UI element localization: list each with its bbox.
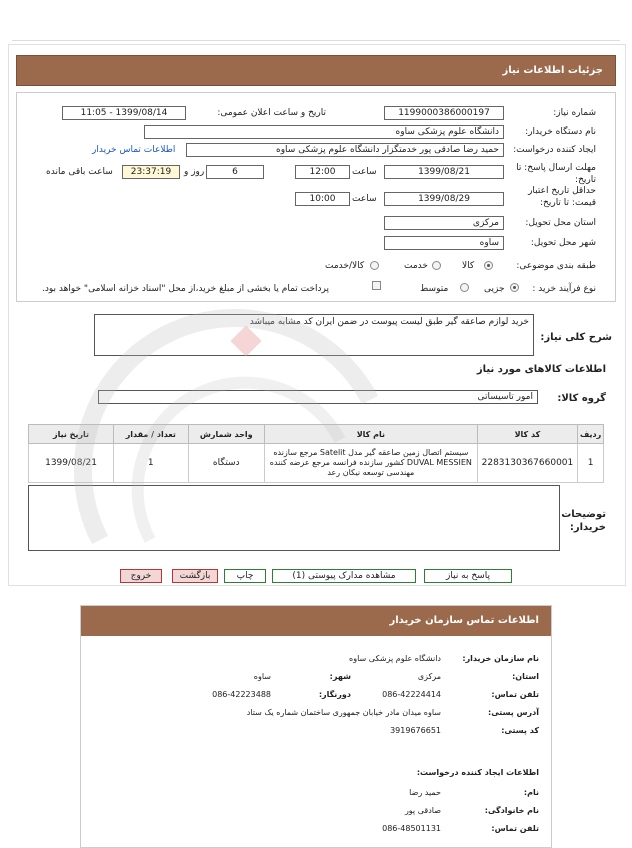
category-both-radio[interactable]	[370, 261, 379, 270]
deadline-time-field: 12:00	[295, 165, 350, 179]
attachments-button[interactable]: مشاهده مدارک پیوستی (1)	[272, 569, 416, 583]
buyer-notes-box[interactable]	[28, 485, 560, 551]
deadline-time-label: ساعت	[352, 167, 377, 177]
goods-section-title: اطلاعات کالاهای مورد نیاز	[476, 364, 606, 375]
creator-last-name-value: صادقی پور	[404, 806, 441, 815]
contact-fax-label: دورنگار:	[318, 690, 351, 699]
creator-phone-value: 086-48501131	[382, 824, 441, 833]
col-row: ردیف	[578, 425, 604, 444]
purchase-minor-label: جزیی	[484, 284, 505, 294]
remaining-label: ساعت باقی مانده	[46, 167, 113, 177]
province-field: مرکزی	[384, 216, 504, 230]
buyer-notes-label: توضیحات خریدار:	[561, 509, 606, 533]
validity-label: حداقل تاریخ اعتبار قیمت: تا تاریخ:	[528, 186, 596, 208]
deadline-label: مهلت ارسال پاسخ: تا تاریخ:	[516, 163, 596, 185]
contact-phone-value: 086-42224414	[382, 690, 441, 699]
buyer-org-field: دانشگاه علوم پزشکی ساوه	[144, 125, 504, 139]
summary-box	[94, 314, 534, 356]
city-field: ساوه	[384, 236, 504, 250]
table-row	[29, 444, 604, 483]
contact-org-value: دانشگاه علوم پزشکی ساوه	[349, 654, 441, 663]
creator-last-name-label: نام خانوادگی:	[484, 806, 539, 815]
buyer-org-label: نام دستگاه خریدار:	[525, 127, 596, 137]
contact-province-value: مرکزی	[417, 672, 441, 681]
contact-postal-label: کد پستی:	[501, 726, 539, 735]
category-service-label: خدمت	[404, 261, 428, 271]
cell-code: 2283130367660001	[477, 444, 578, 483]
col-date: تاریخ نیاز	[29, 425, 114, 444]
creator-section-title: اطلاعات ایجاد کننده درخواست:	[416, 768, 539, 777]
summary-label: شرح کلی نیاز:	[540, 332, 612, 343]
category-goods-label: کالا	[462, 261, 475, 271]
contact-address-value: ساوه میدان مادر خیابان جمهوری ساختمان شماره یک ستاد	[246, 708, 441, 717]
creator-phone-label: تلفن تماس:	[491, 824, 539, 833]
province-label: استان محل تحویل:	[525, 218, 596, 228]
purchase-type-label: نوع فرآیند خرید :	[532, 284, 596, 294]
goods-table-header	[29, 425, 604, 444]
contact-card-header	[81, 606, 551, 636]
contact-city-value: ساوه	[253, 672, 271, 681]
contact-fax-value: 086-42223488	[212, 690, 271, 699]
cell-date: 1399/08/21	[29, 444, 114, 483]
col-qty: تعداد / مقدار	[114, 425, 188, 444]
deadline-date-field: 1399/08/21	[384, 165, 504, 179]
goods-table	[28, 424, 604, 483]
treasury-payment-checkbox[interactable]	[372, 281, 381, 290]
treasury-payment-note: پرداخت تمام یا بخشی از مبلغ خرید،از محل "اسناد خزانه اسلامی" خواهد بود.	[42, 284, 330, 294]
contact-phone-label: تلفن تماس:	[491, 690, 539, 699]
creator-label: ایجاد کننده درخواست:	[513, 145, 596, 155]
announce-field: 1399/08/14 - 11:05	[62, 106, 186, 120]
city-label: شهر محل تحویل:	[530, 238, 596, 248]
validity-time-label: ساعت	[352, 194, 377, 204]
cell-name: سیستم اتصال زمین صاعقه گیر مدل Satelit مرجع سازنده DUVAL MESSIEN کشور سازنده فرانسه مرجع عرضه کننده مهندسی توسعه نیکان رعد	[265, 444, 478, 483]
category-goods-radio[interactable]	[484, 261, 493, 270]
contact-card	[80, 605, 552, 848]
goods-group-label: گروه کالا:	[557, 393, 606, 404]
back-button[interactable]: بازگشت	[172, 569, 218, 583]
exit-button[interactable]: خروج	[120, 569, 162, 583]
cell-unit: دستگاه	[188, 444, 265, 483]
creator-first-name-label: نام:	[523, 788, 539, 797]
purchase-medium-radio[interactable]	[460, 283, 469, 292]
category-service-radio[interactable]	[432, 261, 441, 270]
contact-info-link[interactable]: اطلاعات تماس خریدار	[92, 145, 176, 155]
need-number-label: شماره نیاز:	[553, 108, 596, 118]
purchase-minor-radio[interactable]	[510, 283, 519, 292]
creator-first-name-value: حمید رضا	[409, 788, 441, 797]
summary-text: خرید لوازم صاعقه گیر طبق لیست پیوست در ضمن ایران کد مشابه میباشد	[249, 317, 529, 327]
announce-label: تاریخ و ساعت اعلان عمومی:	[217, 108, 326, 118]
goods-group-field	[98, 390, 538, 404]
cell-qty: 1	[114, 444, 188, 483]
days-field: 6	[206, 165, 264, 179]
contact-postal-value: 3919676651	[390, 726, 441, 735]
contact-address-label: آدرس پستی:	[488, 708, 539, 717]
purchase-medium-label: متوسط	[420, 284, 449, 294]
category-label: طبقه بندی موضوعی:	[516, 261, 596, 271]
validity-date-field: 1399/08/29	[384, 192, 504, 206]
validity-time-field: 10:00	[295, 192, 350, 206]
page-title: جزئیات اطلاعات نیاز	[502, 65, 603, 76]
category-both-label: کالا/خدمت	[325, 261, 365, 271]
need-number-field: 1199000386000197	[384, 106, 504, 120]
page-header	[16, 55, 616, 86]
contact-org-label: نام سازمان خریدار:	[462, 654, 539, 663]
goods-group-value: امور تاسیساتی	[477, 392, 533, 402]
contact-city-label: شهر:	[329, 672, 351, 681]
creator-field: حمید رضا صادقی پور خدمتگزار دانشگاه علوم پزشکی ساوه	[186, 143, 504, 157]
days-label: روز و	[184, 167, 205, 177]
col-name: نام کالا	[265, 425, 478, 444]
contact-province-label: استان:	[512, 672, 539, 681]
top-divider	[12, 40, 620, 41]
cell-row: 1	[578, 444, 604, 483]
contact-card-title: اطلاعات تماس سازمان خریدار	[389, 615, 539, 626]
reply-button[interactable]: پاسخ به نیاز	[424, 569, 512, 583]
col-unit: واحد شمارش	[188, 425, 265, 444]
col-code: کد کالا	[477, 425, 578, 444]
remaining-time-field: 23:37:19	[122, 165, 180, 179]
print-button[interactable]: چاپ	[224, 569, 266, 583]
